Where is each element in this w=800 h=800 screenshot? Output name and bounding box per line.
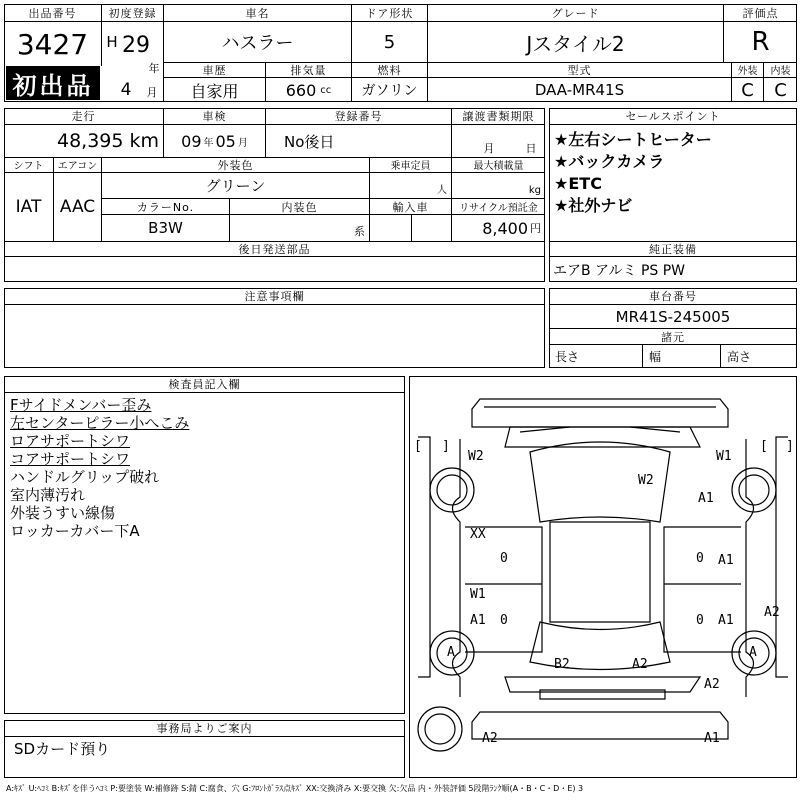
bracket-left-top: [ [414, 439, 422, 454]
inspector-line: 室内薄汚れ [10, 486, 86, 504]
reg-label: 登録番号 [266, 108, 452, 125]
month-unit: 月 [146, 86, 158, 99]
mark-a1: A1 [704, 731, 720, 746]
bracket-left-top-r: [ [760, 439, 768, 454]
intcolor-label: 内装色 [230, 199, 370, 215]
equipment-label: 純正装備 [549, 241, 797, 257]
notes-label: 注意事項欄 [4, 288, 545, 305]
mileage-label: 走行 [4, 108, 164, 125]
mark-0: 0 [500, 551, 508, 566]
bracket-right-top: ] [442, 439, 450, 454]
load-label: 最大積載量 [452, 157, 545, 173]
intcolor [230, 215, 370, 241]
car-outline [410, 377, 796, 777]
inspection [164, 125, 266, 157]
color: グリーン [102, 173, 370, 199]
recycle [452, 215, 545, 241]
mark-a1: A1 [698, 491, 714, 506]
colorno-label: カラーNo. [102, 199, 230, 215]
dims-label: 諸元 [549, 329, 797, 345]
mark-0: 0 [500, 613, 508, 628]
mark-w2: W2 [468, 449, 484, 464]
mark-a1: A1 [718, 613, 734, 628]
capacity-unit: 人 [437, 185, 447, 196]
inspector-line: 外装うすい線傷 [10, 504, 116, 522]
car-name-label: 車名 [164, 4, 352, 22]
legend: A:ｷｽﾞ U:ﾍｺﾐ B:ｷｽﾞを伴うﾍｺﾐ P:要塗装 W:補修跡 S:錆 C:腐食、穴 G:ﾌﾛﾝﾄｶﾞﾗｽ点ｷｽﾞ XX:交換済み X:要交換 欠:欠品 内・外装評価 5段階ﾗﾝｸ順(A・B・C・D・E) 3 [6, 783, 584, 793]
bracket-right-top-r: ] [786, 439, 794, 454]
inspection-label: 車検 [164, 108, 266, 125]
model: DAA-MR41S [428, 78, 732, 102]
history-label: 車歴 [164, 62, 266, 78]
year-unit: 年 [148, 62, 160, 75]
capacity [370, 173, 452, 199]
exterior-grade: C [732, 78, 764, 102]
door-label: ドア形状 [352, 4, 428, 22]
car-diagram [409, 376, 797, 778]
interior-grade: C [774, 79, 787, 101]
mark-a2: A2 [482, 731, 498, 746]
sales-list [554, 129, 712, 217]
recycle-label: リサイクル預託金 [452, 199, 545, 215]
history: 自家用 [164, 78, 266, 102]
displacement-unit: cc [320, 84, 332, 96]
score-label: 評価点 [724, 4, 797, 22]
displacement [266, 78, 352, 102]
later-parts-label: 後日発送部品 [4, 241, 545, 257]
reg-month: 4 [120, 80, 132, 100]
office-text: SDカード預り [14, 739, 111, 758]
displacement-label: 排気量 [266, 62, 352, 78]
mark-a2: A2 [764, 605, 780, 620]
import-value [412, 215, 452, 241]
first-listing-badge: 初出品 [6, 66, 100, 100]
displacement-value: 660 [285, 80, 317, 100]
dim-length: 長さ [549, 345, 643, 368]
dim-width: 幅 [643, 345, 721, 368]
mark-0: 0 [696, 551, 704, 566]
first-reg-label: 初度登録 [102, 4, 164, 22]
mark-a2: A2 [632, 657, 648, 672]
mileage-unit: km [129, 130, 159, 152]
import-label: 輸入車 [370, 199, 452, 215]
load-unit: kg [528, 185, 541, 196]
sales-item: ★左右シートヒーター [554, 130, 712, 149]
mileage-value: 48,395 [57, 130, 124, 152]
sales-item: ★バックカメラ [554, 152, 665, 171]
intcolor-unit: 系 [354, 225, 365, 238]
era: H [106, 33, 118, 51]
sales-label: セールスポイント [549, 108, 797, 125]
model-label: 型式 [428, 62, 732, 78]
doors: 5 [352, 22, 428, 62]
chassis-number: MR41S-245005 [549, 305, 797, 329]
insp-year: 09 [181, 131, 202, 151]
recycle-value: 8,400 [482, 218, 528, 238]
mark-w1: W1 [470, 587, 486, 602]
lot-number: 3427 [4, 22, 102, 66]
car-name: ハスラー [164, 22, 352, 62]
sales-item: ★ETC [554, 174, 602, 193]
inspector-line: コアサポートシワ [10, 450, 131, 468]
score: R [751, 27, 770, 57]
mark-b2: B2 [554, 657, 570, 672]
interior-label: 内装 [764, 62, 797, 78]
color-label: 外装色 [102, 157, 370, 173]
mark-a1: A1 [718, 553, 734, 568]
shift: IAT [4, 173, 54, 241]
transfer-day: 日 [525, 142, 537, 155]
inspector-line: ロッカーカバー下A [10, 522, 140, 540]
divider [102, 22, 164, 102]
grade-label: グレード [428, 4, 724, 22]
inspector-line: ロアサポートシワ [10, 432, 131, 450]
mark-a2: A2 [704, 677, 720, 692]
inspector-line: ハンドルグリップ破れ [10, 468, 160, 486]
fuel-label: 燃料 [352, 62, 428, 78]
inspector-line: 左センターピラー小へこみ [10, 414, 190, 432]
reg-number: No後日 [266, 125, 452, 157]
mark-a: A [447, 645, 455, 660]
mark-a: A [749, 645, 757, 660]
mark-0: 0 [696, 613, 704, 628]
colorno: B3W [102, 215, 230, 241]
recycle-unit: 円 [530, 222, 541, 235]
inspector-line: Fサイドメンバー歪み [10, 396, 152, 414]
mileage [4, 125, 164, 157]
inspector-list [10, 396, 189, 540]
fuel: ガソリン [352, 78, 428, 102]
equipment: エアB アルミ PS PW [553, 263, 686, 279]
lot-label: 出品番号 [4, 4, 102, 22]
load [452, 173, 545, 199]
insp-year-unit: 年 [203, 137, 214, 149]
shift-label: シフト [4, 157, 54, 173]
insp-month-unit: 月 [237, 137, 248, 149]
grade: Jスタイル2 [428, 22, 724, 62]
office-label: 事務局よりご案内 [4, 720, 405, 737]
sales-item: ★社外ナビ [554, 196, 633, 215]
inspector-label: 検査員記入欄 [4, 376, 405, 393]
ac: AAC [54, 173, 102, 241]
reg-year: 29 [122, 32, 150, 58]
exterior-label: 外装 [732, 62, 764, 78]
mark-xx: XX [470, 527, 486, 542]
capacity-label: 乗車定員 [370, 157, 452, 173]
transfer-month: 月 [483, 142, 495, 155]
mark-w1: W1 [716, 449, 732, 464]
transfer-label: 譲渡書類期限 [452, 108, 545, 125]
ac-label: エアコン [54, 157, 102, 173]
import-divider [370, 215, 412, 241]
dim-height: 高さ [727, 350, 752, 364]
mark-w2: W2 [638, 473, 654, 488]
insp-month: 05 [215, 131, 236, 151]
chassis-label: 車台番号 [549, 288, 797, 305]
mark-a1: A1 [470, 613, 486, 628]
